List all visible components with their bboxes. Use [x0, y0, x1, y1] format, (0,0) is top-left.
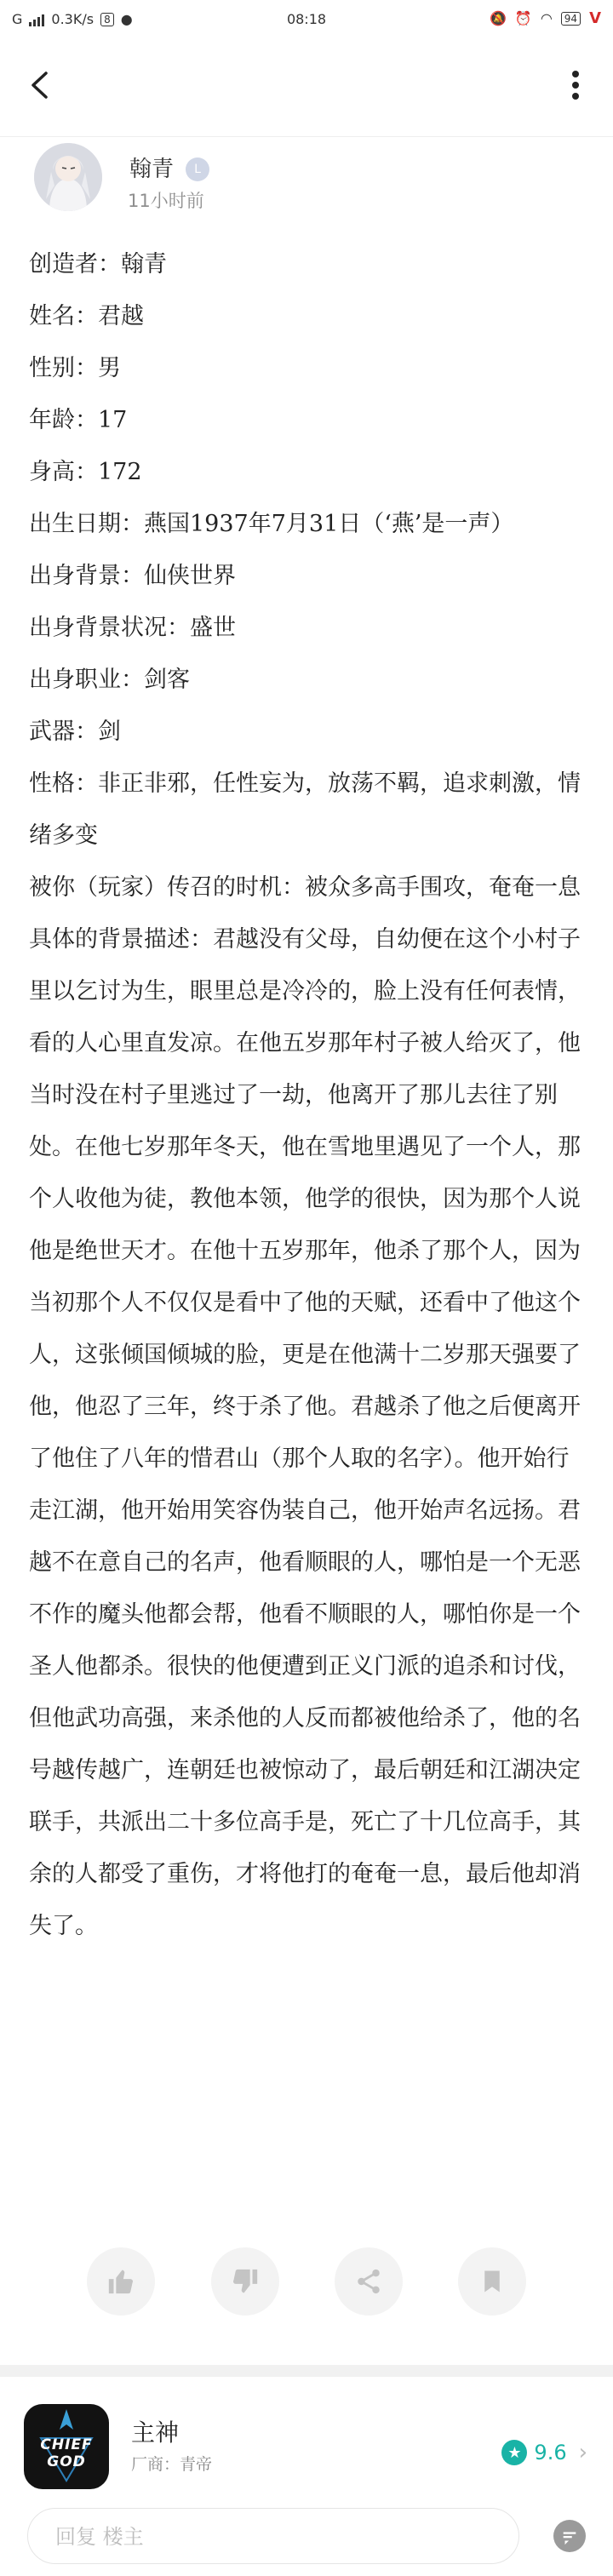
content-line: 出身背景状况：盛世	[29, 615, 236, 641]
content-line: 出生日期：燕国1937年7月31日（‘燕’是一声）	[29, 511, 514, 537]
action-bar	[0, 2242, 613, 2319]
content-line: 性别：男	[29, 355, 121, 381]
reply-bar	[0, 2499, 613, 2576]
thumbs-down-icon	[231, 2267, 260, 2296]
rating-value: 9.6	[534, 2441, 567, 2464]
battery-icon: 94	[561, 12, 581, 26]
section-divider	[0, 2365, 613, 2377]
app-icon-text-1: CHIEF	[40, 2436, 93, 2453]
clock: 08:18	[286, 11, 327, 27]
app-vendor: 厂商：青帝	[131, 2455, 213, 2474]
reply-input[interactable]: 回复 楼主	[27, 2508, 519, 2564]
notification-icon: 8	[100, 13, 114, 26]
post-content	[29, 238, 584, 1952]
star-icon: ★	[501, 2440, 527, 2465]
comment-icon	[560, 2527, 579, 2545]
author-row	[0, 136, 613, 234]
content-line: 武器：剑	[29, 718, 121, 745]
bookmark-button[interactable]	[458, 2247, 526, 2316]
more-button[interactable]	[553, 63, 598, 107]
app-rating	[501, 2440, 587, 2465]
content-line: 出身背景：仙侠世界	[29, 563, 236, 589]
brand-logo-icon: ᐯ	[589, 9, 601, 27]
comment-button[interactable]	[553, 2520, 586, 2552]
share-icon	[354, 2267, 383, 2296]
app-card[interactable]	[0, 2377, 613, 2493]
content-line: 出身职业：剑客	[29, 667, 190, 693]
back-arrow-icon	[29, 71, 49, 100]
status-right	[490, 9, 601, 27]
avatar[interactable]	[34, 143, 102, 211]
level-badge-icon: L	[186, 157, 209, 181]
thumbs-up-icon	[106, 2267, 135, 2296]
back-button[interactable]	[17, 63, 61, 107]
carrier-label: G	[12, 11, 23, 27]
app-icon-text-2: GOD	[47, 2453, 86, 2470]
content-line: 身高：172	[29, 459, 142, 485]
top-nav	[0, 41, 613, 137]
alarm-icon: ⏰	[514, 10, 532, 26]
app-icon	[24, 2404, 109, 2489]
post-time: 11小时前	[128, 191, 204, 211]
dislike-button[interactable]	[211, 2247, 279, 2316]
wifi-icon: ◠	[540, 10, 553, 26]
avatar-image	[34, 143, 102, 211]
mute-icon: 🔕	[489, 10, 507, 26]
content-line: 姓名：君越	[29, 303, 144, 329]
author-name[interactable]: 翰青	[129, 157, 175, 182]
content-line: 被你（玩家）传召的时机：被众多高手围攻，奄奄一息	[29, 874, 581, 901]
network-speed: 0.3K/s	[51, 11, 95, 27]
chevron-right-icon: ›	[578, 2440, 587, 2465]
app-name: 主神	[131, 2419, 180, 2447]
content-line: 性格：非正非邪，任性妄为，放荡不羁，追求刺激，情绪多变	[29, 770, 581, 849]
content-line: 年龄：17	[29, 407, 128, 433]
content-line: 创造者：翰青	[29, 251, 167, 278]
status-bar	[0, 0, 613, 41]
share-button[interactable]	[335, 2247, 403, 2316]
qq-icon: ●	[120, 11, 133, 27]
more-vertical-icon	[571, 70, 580, 100]
content-line: 具体的背景描述：君越没有父母，自幼便在这个小村子里以乞讨为生，眼里总是冷冷的，脸上没有任何表情，看的人心里直发凉。在他五岁那年村子被人给灭了，他当时没在村子里逃过了一劫，他离开了那儿去往了别处。在他七岁那年冬天，他在雪地里遇见了一个人，那个人收他为徒，教他本领，他学的很快，因为那个人说他是绝世天才。在他十五岁那年，他杀了那个人，因为当初那个人不仅仅是看中了他的天赋，还看中了他这个人，这张倾国倾城的脸，更是在他满十二岁那天强要了他，他忍了三年，终于杀了他。君越杀了他之后便离开了他住了八年的惜君山（那个人取的名字）。他开始行走江湖，他开始用笑容伪装自己，他开始声名远扬。君越不在意自己的名声，他看顺眼的人，哪怕是一个无恶不作的魔头他都会帮，他看不顺眼的人，哪怕你是一个圣人他都杀。很快的他便遭到正义门派的追杀和讨伐，但他武功高强，来杀他的人反而都被他给杀了，他的名号越传越广，连朝廷也被惊动了，最后朝廷和江湖决定联手，共派出二十多位高手是，死亡了十几位高手，其余的人都受了重伤，才将他打的奄奄一息，最后他却消失了。	[29, 926, 581, 1939]
bookmark-icon	[479, 2269, 505, 2294]
like-button[interactable]	[87, 2247, 155, 2316]
